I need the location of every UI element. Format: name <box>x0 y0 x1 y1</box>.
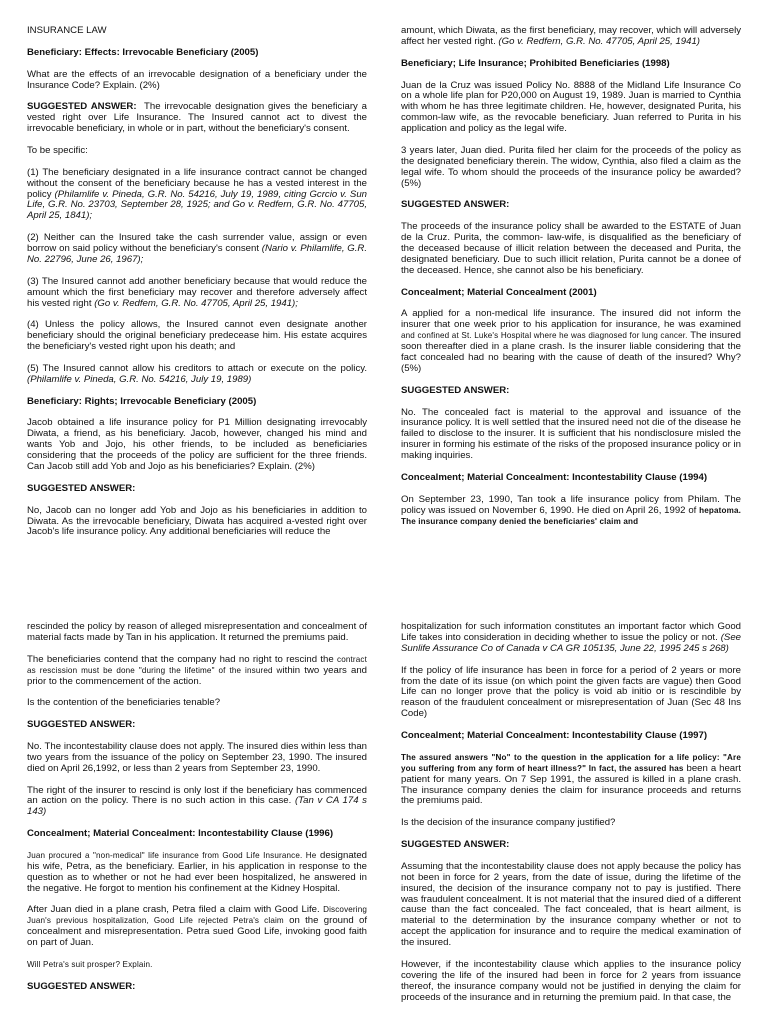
question: On September 23, 1990, Tan took a life insurance policy from Philam. The policy was issued on November 6, 1990. He died on April 26, 1992 of hepatoma. The insurance company denied the beneficiaries' claim and <box>401 493 741 526</box>
section-heading: Beneficiary; Life Insurance; Prohibited Beneficiaries (1998) <box>401 57 670 69</box>
suggested-answer-label: SUGGESTED ANSWER: <box>27 719 136 731</box>
question: Will Petra's suit prosper? Explain. <box>27 959 153 969</box>
citation: (Nario v. Philamlife, G.R. No. 22796, June 26, 1967); <box>27 243 368 265</box>
question: The assured answers "No" to the question in the application for a life policy: "Are you suffering from any form of heart illness?" In fact, the assured has been a heart patient for many years. On 7 Sep 1991, the assured is killed in a plane crash. The insurance company denies the claim for insurance proceeds and returns the premiums paid. <box>401 752 741 807</box>
paragraph: To be specific: <box>27 144 88 156</box>
paragraph: The beneficiaries contend that the company had no right to rescind the contract as rescission must be done "during the lifetime" of the insured within two years and prior to the commencement of the action. <box>27 653 368 687</box>
question: Jacob obtained a life insurance policy for P1 Million designating irrevocably Diwata, a friend, as his beneficiary. Jacob, however, changed his mind and wants Yob and Jojo, his other friends, to be included as beneficiaries considering that the proceeds of the policy are sufficient for the three friends. Can Jacob still add Yob and Jojo as his beneficiaries? Explain. (2%) <box>27 417 367 473</box>
answer-text: Assuming that the incontestability clause does not apply because the policy has not been in force for 2 years, from the date of issue, during the lifetime of the insured, the decision of the insurance company not to pay is justified. There was fraudulent concealment. It is not material that the insured died of a different cause than the fact concealed. The fact concealed, that is heart ailment, is material to the determination by the insurance company whether or not to accept the application for insurance and to require the medical examination of the insured. <box>401 860 741 949</box>
answer-text: However, if the incontestability clause which applies to the insurance policy covering the life of the insured had been in force for 2 years from issuance thereof, the insurance company would not be justified in denying the claim for proceeds of the insurance and in returning the premium paid. In that case, the <box>401 958 741 1003</box>
section-heading: Concealment; Material Concealment: Incontestability Clause (1994) <box>401 472 708 483</box>
answer-text: The proceeds of the insurance policy shall be awarded to the ESTATE of Juan de la Cruz. Purita, the common- law-wife, is disqualified as the beneficiary of the deceased because of illicit relation between the deceased and Purita, the designated beneficiary. Due to such illicit relation, Purita cannot be a donee of the deceased. Hence, she cannot also be his beneficiary. <box>401 221 741 276</box>
page-2-left-column <box>27 622 367 1004</box>
section-heading: Concealment; Material Concealment: Incontestability Clause (1996) <box>27 828 334 840</box>
question: 3 years later, Juan died. Purita filed her claim for the proceeds of the policy as the designated beneficiary therein. The widow, Cynthia, also filed a claim as the legal wife. To whom should the proceeds of the insurance policy be awarded? (5%) <box>401 144 741 189</box>
suggested-answer-label: SUGGESTED ANSWER: <box>401 839 510 851</box>
page-1-left-column <box>27 26 367 549</box>
section-heading: Concealment; Material Concealment (2001) <box>401 286 597 298</box>
question: Is the decision of the insurance company justified? <box>401 817 616 829</box>
answer-text: No, Jacob can no longer add Yob and Jojo as his beneficiaries in addition to Diwata. As the irrevocable beneficiary, Diwata has acquired a-vested right over Jacob's life insurance policy. Any additional beneficiaries will reduce the <box>27 504 367 538</box>
section-heading: Beneficiary: Rights; Irrevocable Beneficiary (2005) <box>27 395 257 407</box>
continued-answer: hospitalization for such information constitutes an important factor which Good Life takes into consideration in deciding whether to issue the policy or not. (See Sunlife Assurance Co of Canada v CA GR 105135, June 22, 1995 245 s 268) <box>401 621 741 654</box>
list-item: (2) Neither can the Insured take the cash surrender value, assign or even borrow on said policy without the beneficiary's consent (Nario v. Philamlife, G.R. No. 22796, June 26, 1967); <box>27 232 368 265</box>
question: Juan de la Cruz was issued Policy No. 8888 of the Midland Life Insurance Co on a whole life plan for P20,000 on August 19, 1989. Juan is married to Cynthia with whom he has three legitimate children. He, however, designated Purita, his common-law wife, as the revocable beneficiary. Juan referred to Purita in his application and policy as the legal wife. <box>401 79 741 135</box>
list-item: (5) The Insured cannot allow his creditors to attach or execute on the policy. (Philamlife v. Pineda, G.R. No. 54216, July 19, 1989) <box>27 362 367 385</box>
list-item: (3) The Insured cannot add another beneficiary because that would reduce the amount which the first beneficiary may recover and therefore adversely affect his vested right (Go v. Redfem, G.R. No. 47705, April 25, 1941); <box>27 275 367 309</box>
section-heading: Beneficiary: Effects: Irrevocable Beneficiary (2005) <box>27 46 259 58</box>
question: Juan procured a "non-medical" life insurance from Good Life Insurance. He designated his wife, Petra, as the beneficiary. Earlier, in his application in response to the question as to whether or not he had ever been hospitalized, he answered in the negative. He forgot to mention his confinement at the Kidney Hospital. <box>27 849 367 894</box>
suggested-answer-label: SUGGESTED ANSWER: <box>401 199 510 211</box>
citation: (See Sunlife Assurance Co of Canada v CA GR 105135, June 22, 1995 245 s 268) <box>401 631 741 654</box>
page-gap <box>0 592 768 612</box>
suggested-answer-label: SUGGESTED ANSWER: <box>27 980 136 992</box>
citation: (Go v. Redfern, G.R. No. 47705, April 25, 1941) <box>498 35 700 47</box>
suggested-answer-label: SUGGESTED ANSWER: <box>27 101 137 113</box>
suggested-answer <box>27 102 367 135</box>
citation: (Go v. Redfem, G.R. No. 47705, April 25, 1941); <box>94 297 298 309</box>
answer-text: No. The incontestability clause does not apply. The insured dies within less than two years from the issuance of the policy on September 23, 1990. The insured died on April 26,1992, or less than 2 years from September 23, 1990. <box>27 740 367 774</box>
page-1-right-column <box>401 26 741 538</box>
question: What are the effects of an irrevocable designation of a beneficiary under the Insurance Code? Explain. (2%) <box>27 68 367 91</box>
section-heading: Concealment; Material Concealment: Incontestability Clause (1997) <box>401 730 708 742</box>
suggested-answer-label: SUGGESTED ANSWER: <box>27 482 136 494</box>
answer-text: No. The concealed fact is material to the approval and issuance of the insurance policy. It is well settled that the insured need not die of the disease he failed to disclose to the insurer. It is sufficient that his nondisclosure misled the insurer in forming his estimate of the risks of the proposed insurance policy or in making inquiries. <box>401 406 741 462</box>
document-title: INSURANCE LAW <box>27 25 107 36</box>
page-2-right-column <box>401 622 741 1015</box>
suggested-answer-label: SUGGESTED ANSWER: <box>401 384 510 396</box>
continued-question: rescinded the policy by reason of alleged misrepresentation and concealment of material facts made by Tan in his application. It returned the premiums paid. <box>27 621 367 643</box>
continued-answer: amount, which Diwata, as the first beneficiary, may recover, which will adversely affect her vested right. (Go v. Redfern, G.R. No. 47705, April 25, 1941) <box>401 25 741 47</box>
question: A applied for a non-medical life insurance. The insured did not inform the insurer that one week prior to his application for insurance, he was examined and confined at St. Luke's Hospital where he was diagnosed for lung cancer. The insured soon thereafter died in a plane crash. Is the insurer liable considering that the fact concealed had no bearing with the cause of death of the insured? Why? (5%) <box>401 308 741 374</box>
answer-text: The right of the insurer to rescind is only lost if the beneficiary has commenced an action on the policy. There is no such action in this case. (Tan v CA 174 s 143) <box>27 784 367 818</box>
question: Is the contention of the beneficiaries tenable? <box>27 697 221 709</box>
page-2 <box>0 612 768 1024</box>
citation: (Tan v CA 174 s 143) <box>27 795 367 818</box>
question: After Juan died in a plane crash, Petra filed a claim with Good Life. Discovering Juan's previous hospitalization, Good Life rejected Petra's claim on the ground of concealment and misrepresentation. Petra sued Good Life, invoking good faith on part of Juan. <box>27 904 368 949</box>
citation: (Philamlife v. Pineda, G.R. No. 54216, July 19, 1989, citing Gcrcio v. Sun Life, G.R. No. 23703, September 28, 1925; and Go v. Redfern, G.R. No. 47705, April 25, 1841); <box>27 188 368 222</box>
answer-text: If the policy of life insurance has been in force for a period of 2 years or more from the date of its issue (on which point the given facts are vague) then Good Life can no longer prove that the policy is void ab initio or is rescindible by reason of the fraudulent concealment or misrepresentation of Juan (Sec 48 Ins Code) <box>401 664 741 720</box>
list-item: (1) The beneficiary designated in a life insurance contract cannot be changed without the consent of the beneficiary because he has a vested interest in the policy (Philamlife v. Pineda, G.R. No. 54216, July 19, 1989, citing Gcrcio v. Sun Life, G.R. No. 23703, September 28, 1925; and Go v. Redfern, G.R. No. 47705, April 25, 1841); <box>27 166 368 222</box>
list-item: (4) Unless the policy allows, the Insured cannot even designate another beneficiary should the original beneficiary predecease him. His estate acquires the beneficiary's vested right upon his death; and <box>27 319 367 353</box>
citation: (Philamlife v. Pineda, G.R. No. 54216, July 19, 1989) <box>27 373 252 385</box>
answer-text: The irrevocable designation gives the beneficiary a vested right over Life Insurance. The Insured cannot act to divest the irrevocable beneficiary, in whole or in part, without the beneficiary's consent. <box>27 101 367 135</box>
